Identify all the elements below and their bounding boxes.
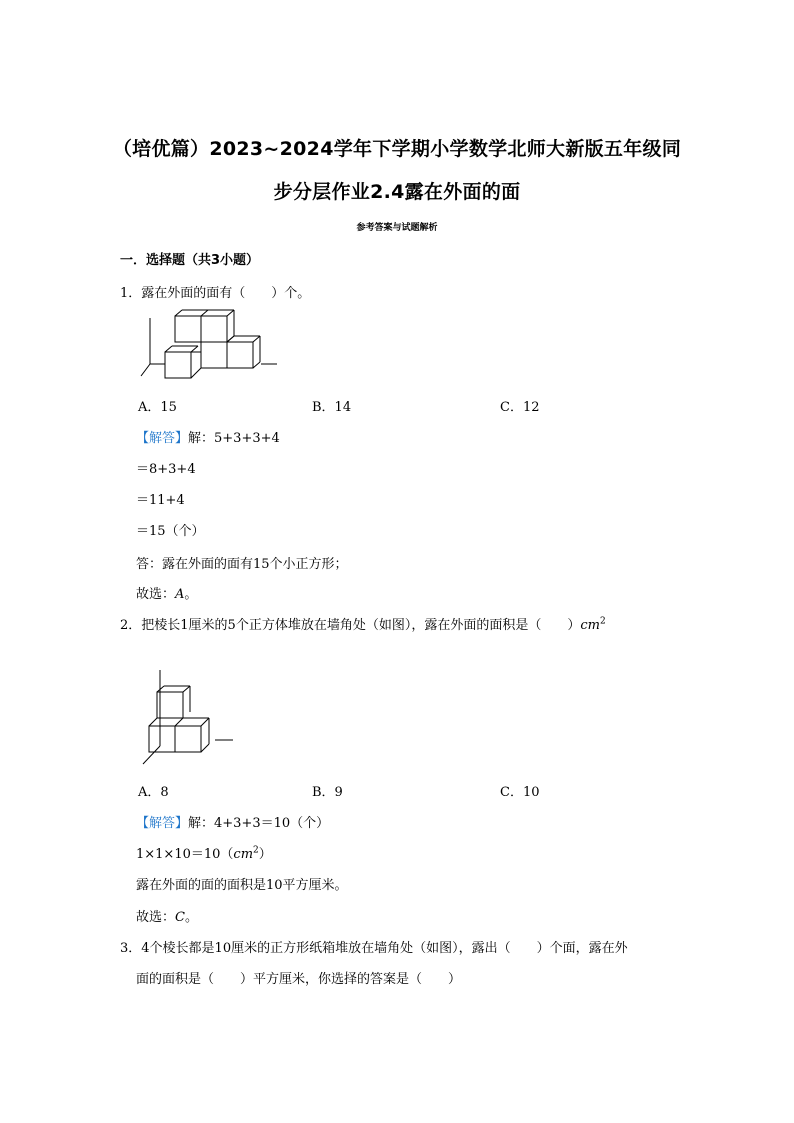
q1-answer-line (136, 427, 280, 446)
q1-conclusion: 答：露在外面的面有15个小正方形； (136, 557, 348, 572)
q2-stem (120, 614, 606, 633)
q2-answer-first: 解：4+3+3＝10（个） (188, 816, 330, 831)
q1-answer-first: 解：5+3+3+4 (188, 431, 280, 446)
q2-option-a: A．8 (138, 785, 169, 800)
q2-choice (136, 906, 198, 925)
q2-stem-text: 2．把棱长1厘米的5个正方体堆放在墙角处（如图），露在外面的面积是（ ） (120, 618, 581, 633)
q1-choice-prefix: 故选： (136, 587, 176, 602)
q1-step-2: ＝11+4 (136, 493, 185, 508)
q1-choice-suffix: 。 (184, 587, 198, 602)
q2-option-b: B．9 (312, 785, 343, 800)
q1-option-c: C．12 (500, 400, 540, 415)
document-title-line-2: 步分层作业2.4露在外面的面 (273, 181, 521, 203)
q2-unit-exponent: 2 (599, 616, 606, 627)
q2-choice-suffix: 。 (184, 910, 198, 925)
q2-calc-suffix: ） (258, 847, 272, 862)
q1-choice (136, 583, 197, 602)
document-title-line-1: （培优篇）2023~2024学年下学期小学数学北师大新版五年级同 (112, 138, 682, 160)
q1-answer-tag: 【解答】 (136, 431, 189, 446)
q2-calc (136, 843, 272, 862)
section-heading: 一．选择题（共3小题） (120, 253, 260, 268)
q2-answer-tag: 【解答】 (136, 816, 189, 831)
q1-stem: 1．露在外面的面有（ ）个。 (120, 286, 311, 301)
q2-conclusion: 露在外面的面的面积是10平方厘米。 (136, 878, 348, 893)
q1-choice-letter: A (175, 587, 185, 602)
q2-calc-unit: cm (233, 847, 254, 862)
q2-cube-figure (135, 666, 241, 768)
q2-answer-line (136, 812, 329, 831)
q1-option-b: B．14 (312, 400, 352, 415)
q1-cube-figure (135, 308, 285, 384)
answer-subtitle: 参考答案与试题解析 (356, 223, 438, 233)
q2-choice-letter: C (175, 910, 185, 925)
q2-unit: cm (580, 618, 600, 633)
q2-calc-prefix: 1×1×10＝10（ (136, 847, 234, 862)
q1-step-3: ＝15（个） (136, 524, 205, 539)
q1-option-a: A．15 (138, 400, 177, 415)
q2-option-c: C．10 (500, 785, 540, 800)
q1-step-1: ＝8+3+4 (136, 462, 196, 477)
q3-stem-line-2: 面的面积是（ ）平方厘米，你选择的答案是（ ） (136, 972, 462, 987)
q2-calc-exponent: 2 (253, 845, 259, 856)
q2-choice-prefix: 故选： (136, 910, 176, 925)
q3-stem-line-1: 3．4个棱长都是10厘米的正方形纸箱堆放在墙角处（如图），露出（ ）个面，露在外 (120, 941, 628, 956)
